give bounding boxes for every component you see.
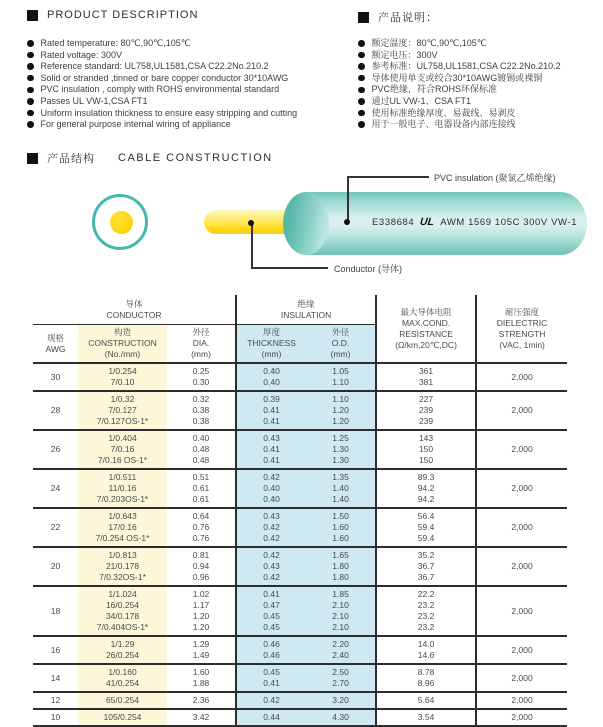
- table-cell: 28: [50, 405, 61, 415]
- table-cell: 105/0.254: [78, 709, 167, 726]
- table-cell: 2.36: [167, 692, 236, 709]
- bullet-item: [27, 119, 297, 131]
- bullet-item: [358, 96, 561, 108]
- table-cell: 2,000: [511, 371, 533, 382]
- bullet-item: [27, 50, 297, 62]
- bullet-icon: [27, 121, 34, 128]
- cable-diagram: [0, 165, 603, 295]
- table-cell: 1/1.29 26/0.254: [78, 636, 167, 664]
- table-cell: 1.29 1.49: [167, 636, 236, 664]
- table-cell: 1/0.254 7/0.10: [78, 363, 167, 391]
- insulation-end-cap: [283, 192, 329, 255]
- conductor-group-header: 导体 CONDUCTOR: [33, 295, 236, 325]
- table-cell: 0.43 0.41 0.41: [236, 430, 306, 469]
- table-cell: 1/0.813 21/0.178 7/0.32OS-1*: [78, 547, 167, 586]
- table-cell: 14: [50, 672, 61, 683]
- product-description-list: [27, 38, 297, 131]
- table-cell: 3.42: [167, 709, 236, 726]
- bullet-icon: [358, 98, 365, 105]
- table-cell: 26: [50, 444, 61, 454]
- bullet-item: [27, 61, 297, 73]
- bullet-text: Solid or stranded ,tinned or bare copper conductor 30*10AWG: [40, 72, 289, 83]
- table-row: [33, 391, 567, 430]
- spec-table: [33, 295, 567, 727]
- table-cell: 20: [50, 561, 61, 571]
- leader-dot-icon: [248, 220, 254, 226]
- heading-text-cn: 产品结构: [47, 153, 95, 165]
- table-cell: 2.50 2.70: [306, 664, 376, 692]
- table-cell: 2,000: [511, 405, 533, 415]
- bullet-icon: [358, 63, 365, 70]
- bullet-text: PVC绝缘，符合ROHS环保标准: [371, 84, 498, 95]
- table-cell: 1.65 1.80 1.80: [306, 547, 376, 586]
- leader-dot-icon: [344, 219, 350, 225]
- spec-table-container: [33, 295, 567, 727]
- bullet-item: [358, 108, 561, 120]
- table-cell: 1.02 1.17 1.20 1.20: [167, 586, 236, 636]
- dia-column-header: 外径 DIA. (mm): [167, 325, 236, 364]
- table-cell: 0.46 0.46: [236, 636, 306, 664]
- table-cell: 8.78 8.96: [376, 664, 476, 692]
- table-row: [33, 636, 567, 664]
- bullet-icon: [358, 75, 365, 82]
- heading-text-en: CABLE CONSTRUCTION: [118, 152, 273, 164]
- table-cell: 227 239 239: [376, 391, 476, 430]
- table-cell: 24: [50, 483, 61, 493]
- table-cell: 12: [50, 695, 61, 705]
- bullet-text: Passes UL VW-1,CSA FT1: [40, 95, 148, 106]
- table-row: [33, 363, 567, 391]
- bullet-item: [27, 73, 297, 85]
- bullet-icon: [27, 40, 34, 47]
- table-cell: 1.25 1.30 1.30: [306, 430, 376, 469]
- table-cell: 16: [50, 644, 61, 655]
- table-cell: 1/0.32 7/0.127 7/0.127OS-1*: [78, 391, 167, 430]
- table-cell: 1/0.160 41/0.254: [78, 664, 167, 692]
- table-cell: 0.40 0.48 0.48: [167, 430, 236, 469]
- leader-line: [347, 176, 429, 178]
- table-cell: 1.85 2.10 2.10 2.10: [306, 586, 376, 636]
- table-cell: 89.3 94.2 94.2: [376, 469, 476, 508]
- table-row: [33, 586, 567, 636]
- table-cell: 2,000: [511, 644, 533, 655]
- black-square-icon: [358, 12, 369, 23]
- product-description-heading: [27, 9, 198, 21]
- cross-section-conductor: [110, 211, 133, 234]
- table-cell: 3.54: [376, 709, 476, 726]
- cable-construction-heading: [27, 150, 273, 166]
- bullet-item: [358, 119, 561, 131]
- table-cell: 0.64 0.76 0.76: [167, 508, 236, 547]
- resistance-column-header: 最大导体电阻 MAX.COND. RESISTANCE (Ω/km,20℃,DC): [376, 295, 476, 363]
- construction-column-header: 构造 CONSTRUCTION (No./mm): [78, 325, 167, 364]
- table-row: [33, 664, 567, 692]
- table-cell: 0.51 0.61 0.61: [167, 469, 236, 508]
- cable-rating-text: AWM 1569 105C 300V VW-1: [440, 216, 578, 228]
- table-row: [33, 547, 567, 586]
- bullet-icon: [358, 121, 365, 128]
- table-cell: 10: [50, 712, 61, 722]
- table-cell: 2.20 2.40: [306, 636, 376, 664]
- table-cell: 2,000: [511, 695, 533, 705]
- heading-text: 产品说明：: [378, 12, 438, 24]
- table-cell: 143 150 150: [376, 430, 476, 469]
- table-cell: 1.10 1.20 1.20: [306, 391, 376, 430]
- bullet-text: Rated voltage: 300V: [40, 49, 123, 60]
- table-row: [33, 508, 567, 547]
- table-cell: 18: [50, 605, 61, 616]
- table-cell: 0.40 0.40: [236, 363, 306, 391]
- bullet-icon: [27, 75, 34, 82]
- bullet-icon: [27, 98, 34, 105]
- table-row: [33, 692, 567, 709]
- bullet-item: [358, 84, 561, 96]
- bullet-text: 通过UL VW-1、CSA FT1: [371, 95, 472, 106]
- bullet-item: [358, 38, 561, 50]
- table-cell: 0.32 0.38 0.38: [167, 391, 236, 430]
- table-cell: 2,000: [511, 483, 533, 493]
- table-cell: 0.45 0.41: [236, 664, 306, 692]
- table-cell: 0.39 0.41 0.41: [236, 391, 306, 430]
- bullet-text: 参考标准：UL758,UL1581,CSA C22.2No.210.2: [371, 61, 561, 72]
- table-cell: 0.42 0.43 0.42: [236, 547, 306, 586]
- bullet-item: [27, 84, 297, 96]
- table-cell: 30: [50, 371, 61, 382]
- product-notes-list: [358, 38, 561, 131]
- table-row: [33, 430, 567, 469]
- table-cell: 2,000: [511, 672, 533, 683]
- bullet-text: 额定电压：300V: [371, 49, 438, 60]
- heading-text: PRODUCT DESCRIPTION: [47, 9, 199, 21]
- table-cell: 1/0.404 7/0.16 7/0.16 OS-1*: [78, 430, 167, 469]
- ul-file-number: E338684: [372, 216, 415, 228]
- table-cell: 1/0.511 11/0.16 7/0.203OS-1*: [78, 469, 167, 508]
- table-cell: 22.2 23.2 23.2 23.2: [376, 586, 476, 636]
- bullet-icon: [358, 52, 365, 59]
- cable-print-marking: [372, 216, 577, 228]
- table-cell: 1/1.024 16/0.254 34/0.178 7/0.404OS-1*: [78, 586, 167, 636]
- bullet-text: 用于一般电子、电器设备内部连接线: [371, 119, 516, 130]
- table-cell: 0.25 0.30: [167, 363, 236, 391]
- bullet-item: [358, 61, 561, 73]
- black-square-icon: [27, 10, 38, 21]
- table-cell: 0.42 0.40 0.40: [236, 469, 306, 508]
- od-column-header: 外径 O.D. (mm): [306, 325, 376, 364]
- table-cell: 56.4 59.4 59.4: [376, 508, 476, 547]
- bullet-icon: [358, 40, 365, 47]
- table-cell: 1/0.643 17/0.16 7/0.254 OS-1*: [78, 508, 167, 547]
- bullet-icon: [27, 63, 34, 70]
- table-cell: 4.30: [306, 709, 376, 726]
- insulation-group-header: 绝缘 INSULATION: [236, 295, 376, 325]
- bullet-item: [27, 38, 297, 50]
- bullet-item: [358, 73, 561, 85]
- table-cell: 0.81 0.94 0.96: [167, 547, 236, 586]
- bullet-text: Reference standard: UL758,UL1581,CSA C22.2No.210.2: [40, 61, 269, 72]
- bullet-item: [27, 108, 297, 120]
- table-cell: 1.60 1.88: [167, 664, 236, 692]
- table-cell: 0.42: [236, 692, 306, 709]
- table-cell: 0.43 0.42 0.42: [236, 508, 306, 547]
- table-cell: 3.20: [306, 692, 376, 709]
- ul-logo-icon: UL: [419, 216, 435, 228]
- table-cell: 0.44: [236, 709, 306, 726]
- leader-line: [347, 176, 349, 222]
- table-row: [33, 709, 567, 726]
- table-cell: 2,000: [511, 561, 533, 571]
- table-cell: 2,000: [511, 712, 533, 722]
- table-cell: 5.64: [376, 692, 476, 709]
- awg-column-header: 规格 AWG: [33, 325, 78, 364]
- conductor-label: Conductor (导体): [334, 264, 403, 274]
- bullet-text: 使用标准绝缘厚度、易裁线、易剥皮: [371, 107, 516, 118]
- table-cell: 2,000: [511, 522, 533, 532]
- table-cell: 22: [50, 522, 61, 532]
- bullet-icon: [27, 87, 34, 94]
- product-notes-heading: [358, 9, 438, 25]
- leader-line: [251, 223, 253, 268]
- bullet-text: Uniform insulation thickness to ensure easy stripping and cutting: [40, 107, 298, 118]
- table-cell: 65/0.254: [78, 692, 167, 709]
- insulation-label: PVC insulation (聚氯乙烯绝缘): [434, 173, 556, 183]
- group-header-row: [33, 295, 567, 325]
- bullet-text: 导体使用单支或绞合30*10AWG镀锡或裸铜: [371, 72, 543, 83]
- table-cell: 1.05 1.10: [306, 363, 376, 391]
- black-square-icon: [27, 153, 38, 164]
- table-cell: 1.50 1.60 1.60: [306, 508, 376, 547]
- bullet-item: [358, 50, 561, 62]
- bullet-text: 额定温度：80℃,90℃,105℃: [371, 38, 487, 48]
- table-cell: 0.41 0.47 0.45 0.45: [236, 586, 306, 636]
- leader-line: [251, 267, 328, 269]
- spec-table-body: [33, 363, 567, 726]
- table-cell: 2,000: [511, 444, 533, 454]
- table-cell: 2,000: [511, 605, 533, 616]
- table-cell: 14.0 14.6: [376, 636, 476, 664]
- table-row: [33, 469, 567, 508]
- bullet-icon: [27, 52, 34, 59]
- bullet-icon: [27, 110, 34, 117]
- bullet-text: For general purpose internal wiring of appliance: [40, 119, 231, 130]
- bullet-icon: [358, 110, 365, 117]
- bullet-item: [27, 96, 297, 108]
- table-cell: 1.35 1.40 1.40: [306, 469, 376, 508]
- thickness-column-header: 厚度 THICKNESS (mm): [236, 325, 306, 364]
- table-cell: 35.2 36.7 36.7: [376, 547, 476, 586]
- bullet-text: PVC insulation , comply with ROHS environmental standard: [40, 84, 280, 95]
- dielectric-column-header: 耐压强度 DIELECTRIC STRENGTH (VAC, 1min): [476, 295, 567, 363]
- bullet-icon: [358, 87, 365, 94]
- bullet-text: Rated temperature: 80℃,90℃,105℃: [40, 38, 191, 48]
- table-cell: 361 381: [376, 363, 476, 391]
